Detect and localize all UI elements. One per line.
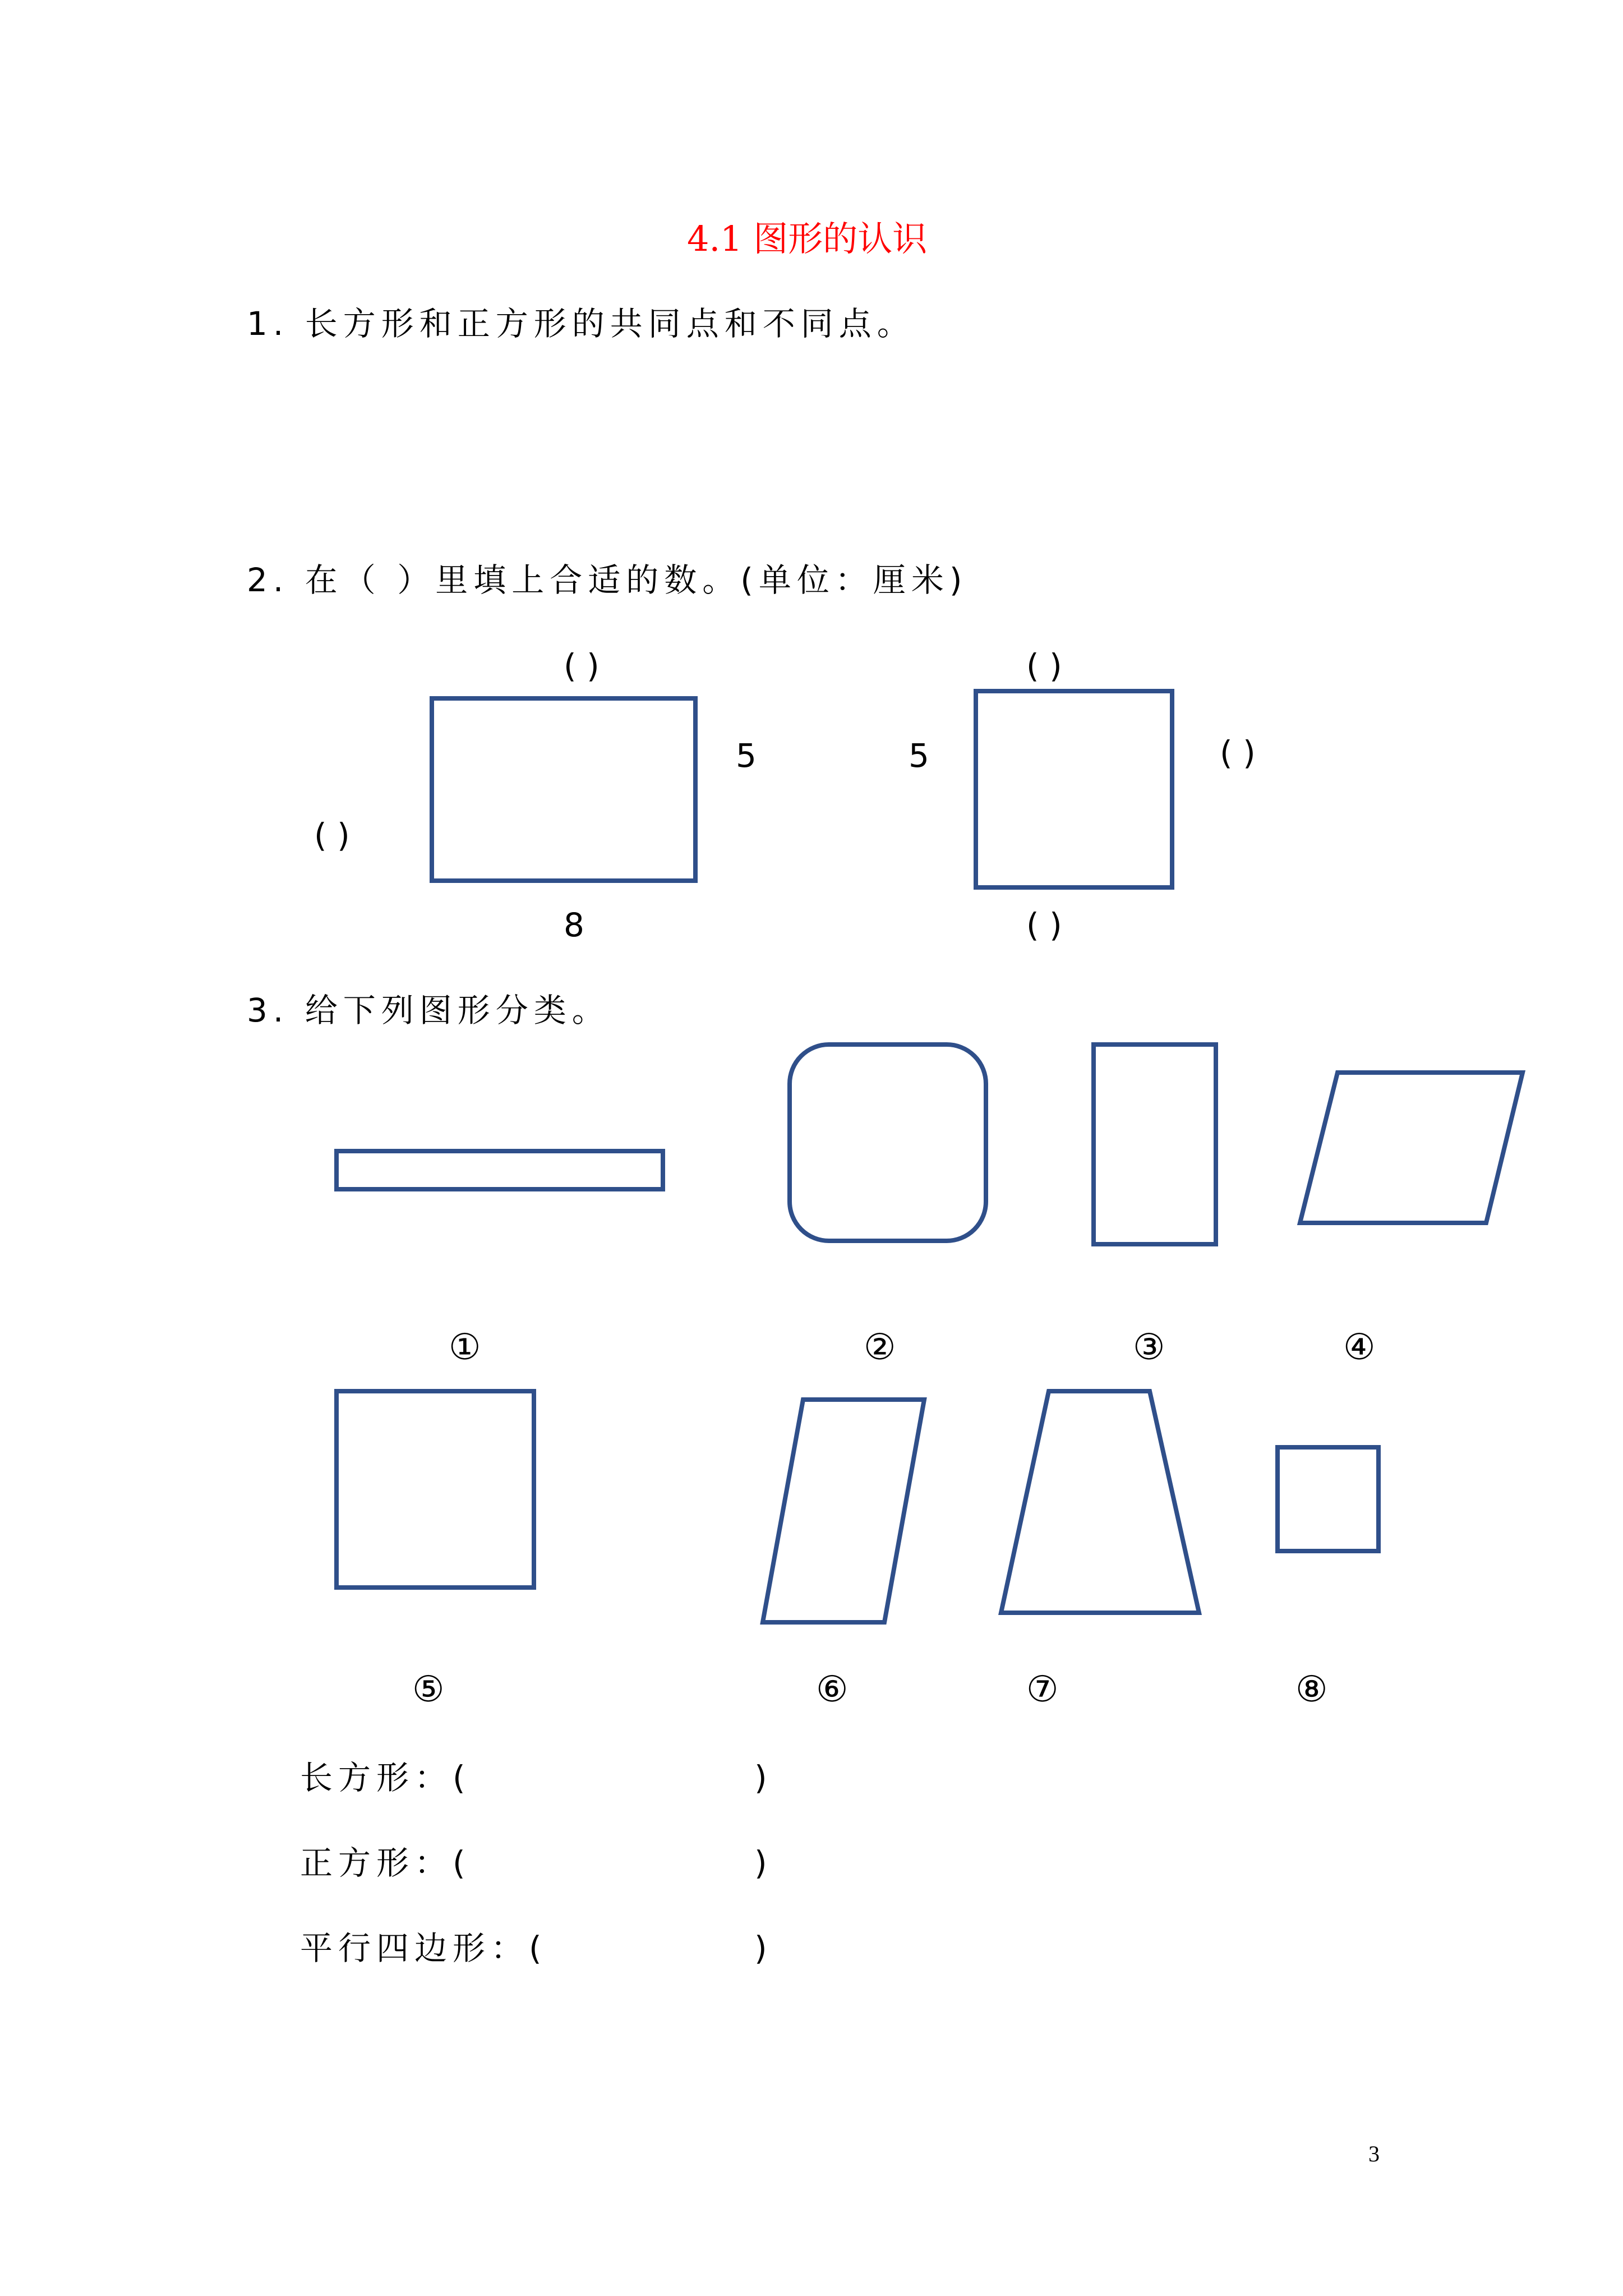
rect-bottom-value: 8: [564, 906, 584, 944]
answer-parallelogram-close: ): [754, 1929, 773, 1967]
answer-rectangle-label: 长方形：(: [300, 1759, 471, 1797]
shape-8-small-square: [1278, 1447, 1378, 1551]
rect-left-blank: ( ): [314, 816, 350, 854]
rect-right-value: 5: [736, 737, 757, 775]
shape-label-6: ⑥: [816, 1669, 849, 1710]
shape-label-5: ⑤: [412, 1669, 445, 1710]
answer-square-close: ): [754, 1844, 773, 1882]
question-2: 2. 在（ ）里填上合适的数。(单位：厘米): [247, 561, 968, 599]
answer-rectangle-close: ): [754, 1759, 773, 1797]
shape-2-rounded-square: [790, 1045, 986, 1241]
q2-square: [976, 691, 1172, 887]
square-right-blank: ( ): [1220, 734, 1256, 772]
shape-5-square: [336, 1391, 534, 1588]
rect-top-blank: ( ): [564, 647, 600, 685]
shape-label-1: ①: [449, 1327, 481, 1368]
square-left-value: 5: [909, 737, 929, 775]
shape-label-2: ②: [864, 1327, 896, 1368]
square-bottom-blank: ( ): [1026, 906, 1062, 944]
q2-rectangle: [432, 698, 695, 881]
square-top-blank: ( ): [1026, 647, 1062, 685]
shape-3-rectangle: [1094, 1045, 1216, 1244]
shape-label-4: ④: [1343, 1327, 1376, 1368]
answer-parallelogram-label: 平行四边形：(: [300, 1929, 547, 1967]
page-title: 4.1 图形的认识: [687, 218, 928, 259]
question-1: 1. 长方形和正方形的共同点和不同点。: [247, 305, 915, 343]
answer-square-label: 正方形：(: [300, 1844, 471, 1882]
shape-label-8: ⑧: [1295, 1669, 1328, 1710]
shape-6-parallelogram: [763, 1400, 924, 1622]
shape-label-7: ⑦: [1026, 1669, 1059, 1710]
shape-4-parallelogram: [1300, 1073, 1523, 1223]
shape-label-3: ③: [1133, 1327, 1165, 1368]
question-3: 3. 给下列图形分类。: [247, 991, 610, 1029]
page-number: 3: [1368, 2141, 1380, 2166]
shape-7-trapezoid: [1001, 1391, 1199, 1613]
shape-1-thin-rectangle: [336, 1151, 663, 1189]
